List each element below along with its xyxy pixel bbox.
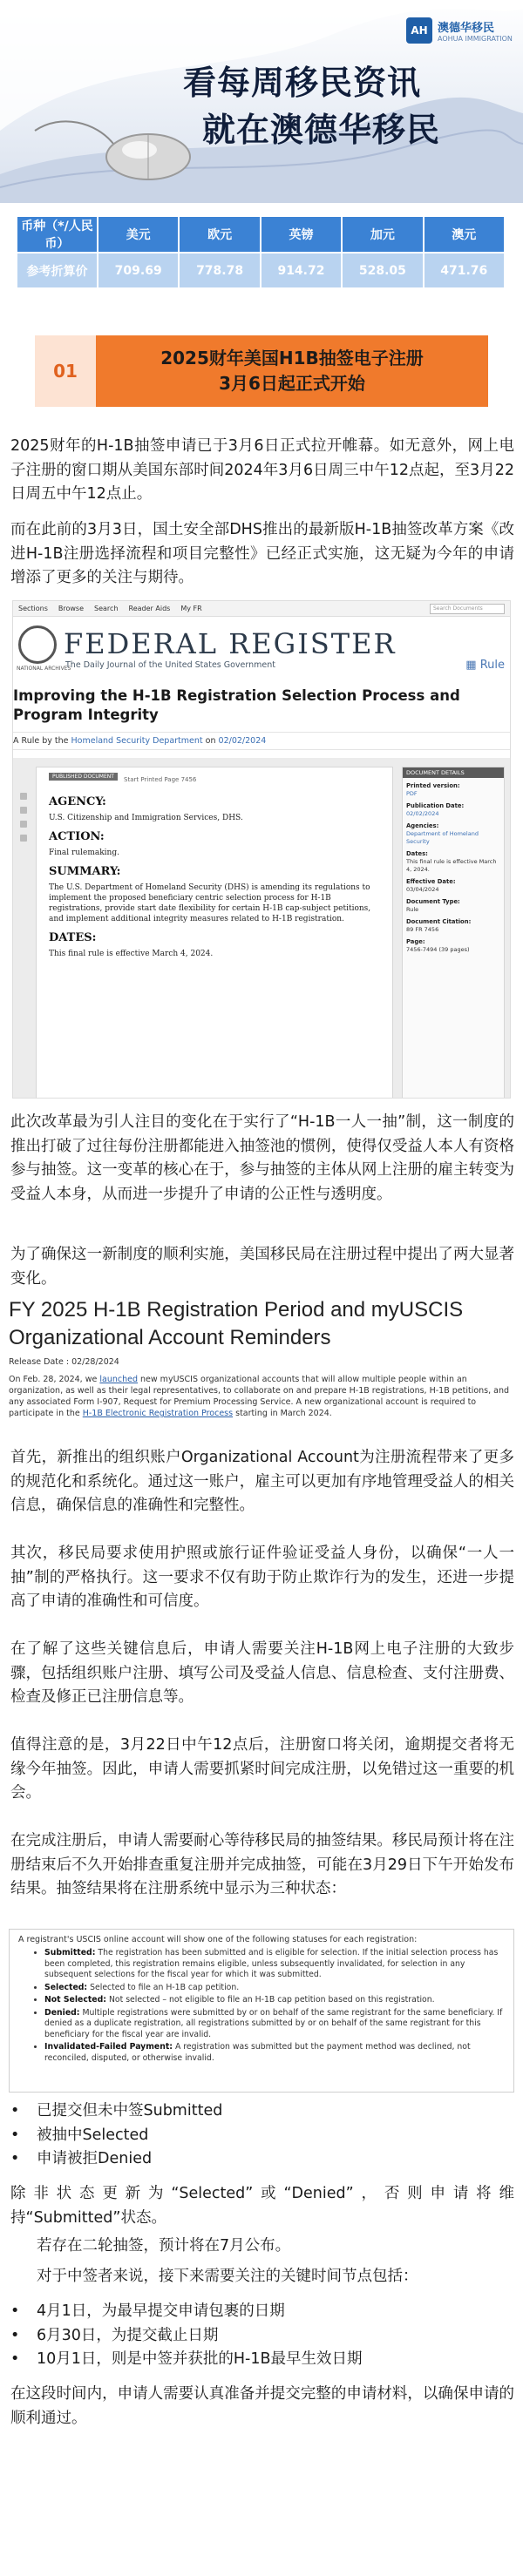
list-item: [10, 2300, 516, 2324]
paragraph: 值得注意的是，3月22日中午12点后，注册窗口将关闭，逾期提交者将无缘今年抽签。因此，申请人需要抓紧时间完成注册，以免错过这一重要的机会。: [10, 1736, 514, 1802]
rule-doc-icon: ▦: [465, 659, 480, 672]
logo-en: AOHUA IMMIGRATION: [438, 35, 513, 43]
national-archives-seal-icon: [18, 625, 57, 664]
sheet-value: U.S. Citizenship and Immigration Services, DHS.: [49, 814, 243, 822]
bullet-icon: •: [10, 2302, 20, 2320]
table-header-cell: 欧元: [179, 217, 260, 253]
computer-mouse-icon: [26, 96, 200, 192]
bullet-icon: •: [10, 2150, 20, 2167]
paragraph: 在完成注册后，申请人需要耐心等待移民局的抽签结果。移民局预计将在注册结束后不久开始排查重复注册并完成抽签，可能在3月29日下午开始发布结果。抽签结果将在注册系统中显示为三种状态：: [10, 1832, 514, 1897]
fr-tagline: The Daily Journal of the United States Government: [65, 660, 276, 670]
tool-icon[interactable]: [20, 793, 27, 800]
fr-document-details: [402, 767, 505, 1099]
paragraph: 而在此前的3月3日，国土安全部DHS推出的最新版H-1B抽签改革方案《改进H-1B注册选择流程和项目完整性》已经正式实施，这无疑为今年的申请增添了更多的关注与期待。: [10, 521, 514, 586]
fr-document-area: [13, 758, 511, 1099]
status-term: Denied:: [44, 2007, 80, 2018]
sheet-key: DATES:: [49, 931, 97, 944]
uscis-news-screenshot: [9, 1296, 514, 1453]
logo-cn: 澳德华移民: [438, 22, 495, 35]
brand-logo: [406, 17, 513, 44]
sheet-value: The U.S. Department of Homeland Security (DHS) is amending its regulations to implement the proposed beneficiary centric selection process for H-1B registrations, provide start date flexibility for certain H-1B cap-subject petitions, and implement additional integrity measures related to H-1B registration.: [49, 883, 371, 923]
table-header-cell: 美元: [98, 217, 179, 253]
milestone-text: 4月1日，为最早提交申请包裹的日期: [37, 2302, 285, 2320]
section-title: [96, 335, 488, 407]
fr-search-input[interactable]: Search Documents: [430, 604, 505, 614]
fr-sheet-body: [49, 788, 382, 1099]
rate-eur: 778.78: [179, 253, 260, 287]
tool-icon[interactable]: [20, 807, 27, 814]
sheet-key: SUMMARY:: [49, 865, 121, 878]
federal-register-screenshot: [12, 600, 511, 1099]
detail-key: Document Citation:: [406, 918, 472, 925]
paragraph: 首先，新推出的组织账户Organizational Account为注册流程带来了更多的规范化和系统化。通过这一账户，雇主可以更加有序地管理受益人的相关信息，确保信息的准确性和完整性。: [10, 1449, 514, 1514]
byline-agency-link[interactable]: Homeland Security Department: [71, 736, 203, 746]
fr-nav-item[interactable]: Search: [94, 605, 119, 612]
detail-value: Rule: [406, 906, 419, 913]
uscis-body-text: new myUSCIS organizational accounts that will allow multiple people within an organization, as well as their legal representatives, to collaborate on and prepare H-1B registrations, H-1B petitions, and any associated Form I-907, Request for Premium Processing Service. A new organizational account is required to participate in the: [9, 1375, 510, 1418]
bullet-icon: •: [10, 2126, 20, 2144]
paragraph: 其次，移民局要求使用护照或旅行证件验证受益人身份，以确保“一人一抽”制的严格执行。这一要求不仅有助于防止欺诈行为的发生，还进一步提高了申请的准确性和可信度。: [10, 1545, 514, 1610]
fr-archives-label: NATIONAL ARCHIVES: [17, 666, 71, 672]
fr-doc-toolbar: Start Printed Page 7456: [124, 776, 197, 783]
bullet-icon: •: [10, 2326, 20, 2344]
status-desc: A registration was submitted but the payment method was declined, not reconciled, disputed, or otherwise invalid.: [44, 2042, 471, 2063]
detail-key: Effective Date:: [406, 878, 456, 885]
detail-key: Dates:: [406, 850, 428, 857]
sheet-value: This final rule is effective March 4, 2024.: [49, 950, 214, 958]
fr-document-sheet: [36, 767, 393, 1099]
list-item: [10, 2124, 516, 2148]
detail-link[interactable]: PDF: [406, 790, 418, 797]
milestone-text: 6月30日，为提交截止日期: [37, 2326, 219, 2344]
list-item: [10, 2324, 516, 2349]
status-text: 已提交但未中签Submitted: [37, 2102, 223, 2120]
list-item: [44, 2008, 505, 2041]
table-header-cell: 币种（*/人民币）: [17, 217, 98, 253]
bullet-icon: •: [10, 2102, 20, 2120]
list-item: [10, 2099, 516, 2124]
sheet-value: Final rulemaking.: [49, 849, 119, 857]
table-row: [17, 253, 505, 287]
detail-link[interactable]: 02/02/2024: [406, 810, 439, 817]
fr-headline: Improving the H-1B Registration Selection Process and Program Integrity: [13, 687, 460, 723]
paragraph: 为了确保这一新制度的顺利实施，美国移民局在注册过程中提出了两大显著变化。: [10, 1246, 514, 1288]
fr-nav-item[interactable]: Sections: [18, 605, 48, 612]
uscis-launched-link[interactable]: launched: [99, 1375, 138, 1384]
row-label: 参考折算价: [17, 253, 98, 287]
paragraph: 在这段时间内，申请人需要认真准备并提交完整的申请材料，以确保申请的顺利通过。: [10, 2385, 514, 2427]
list-item: [10, 2348, 516, 2372]
detail-key: Page:: [406, 938, 425, 945]
uscis-status-box: [9, 1929, 514, 2093]
status-term: Selected:: [44, 1982, 88, 1992]
rate-cad: 528.05: [342, 253, 423, 287]
milestone-bullet-list: [10, 2300, 516, 2372]
fr-byline: [13, 732, 511, 750]
status-bullet-list: [10, 2099, 516, 2172]
detail-key: Agencies:: [406, 822, 439, 829]
table-header-cell: 英镑: [261, 217, 342, 253]
milestone-text: 10月1日，则是中签并获批的H-1B最早生效日期: [37, 2350, 363, 2368]
section-number: 01: [35, 335, 96, 407]
detail-key: Document Type:: [406, 898, 460, 905]
fr-nav-item[interactable]: Reader Aids: [128, 605, 171, 612]
header-banner: [0, 0, 523, 203]
banner-title-line2: 就在澳德华移民: [202, 111, 441, 149]
currency-rate-table: [17, 217, 506, 287]
status-text: 申请被拒Denied: [37, 2150, 153, 2167]
status-term: Not Selected:: [44, 1995, 106, 2005]
status-term: Submitted:: [44, 1948, 96, 1957]
table-header-cell: 加元: [342, 217, 423, 253]
status-desc: Multiple registrations were submitted by or on behalf of the same registrant for the same beneficiary. If denied as a duplicate registration, all registrations submitted by or on behalf of the same registrant for this beneficiary for the fiscal year are invalid.: [44, 2007, 503, 2039]
uscis-release-date: Release Date : 02/28/2024: [9, 1357, 119, 1367]
list-item: [44, 1948, 505, 1981]
section-heading: [35, 335, 488, 407]
fr-nav-item[interactable]: Browse: [58, 605, 85, 612]
sheet-key: AGENCY:: [49, 795, 106, 808]
rule-badge-label: Rule: [479, 659, 505, 672]
status-desc: Not selected – not eligible to file an H-1B cap petition based on this registration.: [108, 1995, 435, 2005]
fr-top-nav: [13, 601, 510, 617]
status-desc: The registration has been submitted and is eligible for selection. If the initial selection process has been completed, this registration remains eligible, unless subsequently invalidated, for selection in any subsequent selections for the fiscal year for which it was submitted.: [44, 1948, 499, 1979]
paragraph: 在了解了这些关键信息后，申请人需要关注H-1B网上电子注册的大致步骤，包括组织账户注册、填写公司及受益人信息、信息检查、支付注册费、检查及修正已注册信息等。: [10, 1640, 514, 1706]
status-term: Invalidated-Failed Payment:: [44, 2042, 173, 2052]
section-title-line2: 3月6日起正式开始: [219, 373, 365, 394]
status-text: 被抽中Selected: [37, 2126, 149, 2144]
paragraph: 若存在二轮抽签，预计将在7月公布。: [37, 2237, 291, 2255]
published-document-tab: PUBLISHED DOCUMENT: [49, 773, 118, 781]
tool-icon[interactable]: [20, 821, 27, 828]
detail-value: This final rule is effective March 4, 2024.: [406, 858, 497, 873]
fr-nav-item[interactable]: My FR: [180, 605, 202, 612]
uscis-body: [9, 1374, 514, 1419]
sheet-key: ACTION:: [49, 830, 105, 843]
table-header-row: [17, 217, 505, 253]
uscis-body-text: starting in March 2024.: [235, 1409, 332, 1418]
fr-rule-badge: [465, 659, 505, 672]
uscis-headline: FY 2025 H-1B Registration Period and myUSCIS Organizational Account Reminders: [9, 1298, 464, 1349]
logo-mark: AH: [406, 17, 432, 44]
detail-value: 03/04/2024: [406, 886, 439, 893]
tool-icon[interactable]: [20, 835, 27, 842]
detail-key: Printed version:: [406, 782, 460, 789]
paragraph: 此次改革最为引人注目的变化在于实行了“H-1B一人一抽”制，这一制度的推出打破了过往每份注册都能进入抽签池的惯例，使得仅受益人本人有资格参与抽签。这一变革的核心在于，参与抽签的主体从网上注册的雇主转变为受益人本身，从而进一步提升了申请的公正性与透明度。: [10, 1113, 514, 1203]
banner-title-line1: 看每周移民资讯: [183, 64, 422, 102]
detail-value: 7456-7494 (39 pages): [406, 946, 470, 953]
list-item: [44, 1995, 505, 2006]
byline-on: on: [205, 736, 216, 746]
paragraph: 2025财年的H-1B抽签申请已于3月6日正式拉开帷幕。如无意外，网上电子注册的窗口期从美国东部时间2024年3月6日周三中午12点起，至3月22日周五中午12点止。: [10, 437, 514, 503]
byline-prefix: A Rule by the: [13, 736, 69, 746]
uscis-registration-process-link[interactable]: H-1B Electronic Registration Process: [82, 1409, 234, 1418]
details-heading: DOCUMENT DETAILS: [403, 767, 504, 778]
fr-name: FEDERAL REGISTER: [64, 627, 397, 660]
uscis-body-text: On Feb. 28, 2024, we: [9, 1375, 98, 1384]
detail-link[interactable]: Department of Homeland Security: [406, 830, 479, 845]
status-desc: Selected to file an H-1B cap petition.: [90, 1982, 240, 1992]
detail-key: Publication Date:: [406, 802, 465, 809]
rate-gbp: 914.72: [261, 253, 342, 287]
fr-side-toolbar: [20, 793, 29, 849]
bullet-icon: •: [10, 2350, 20, 2368]
list-item: [44, 1983, 505, 1994]
list-item: [44, 2042, 505, 2064]
rate-aud: 471.76: [424, 253, 505, 287]
status-list: [18, 1948, 505, 2064]
paragraph: 除非状态更新为“Selected”或“Denied”，否则申请将维持“Submitted”状态。: [10, 2185, 514, 2227]
status-intro: A registrant's USCIS online account will show one of the following statuses for each registration:: [18, 1935, 418, 1944]
section-title-line1: 2025财年美国H1B抽签电子注册: [160, 348, 424, 368]
paragraph: 对于中签者来说，接下来需要关注的关键时间节点包括：: [37, 2268, 418, 2285]
table-header-cell: 澳元: [424, 217, 505, 253]
list-item: [10, 2147, 516, 2172]
rate-usd: 709.69: [98, 253, 179, 287]
byline-date-link[interactable]: 02/02/2024: [218, 736, 267, 746]
detail-value: 89 FR 7456: [406, 926, 439, 933]
